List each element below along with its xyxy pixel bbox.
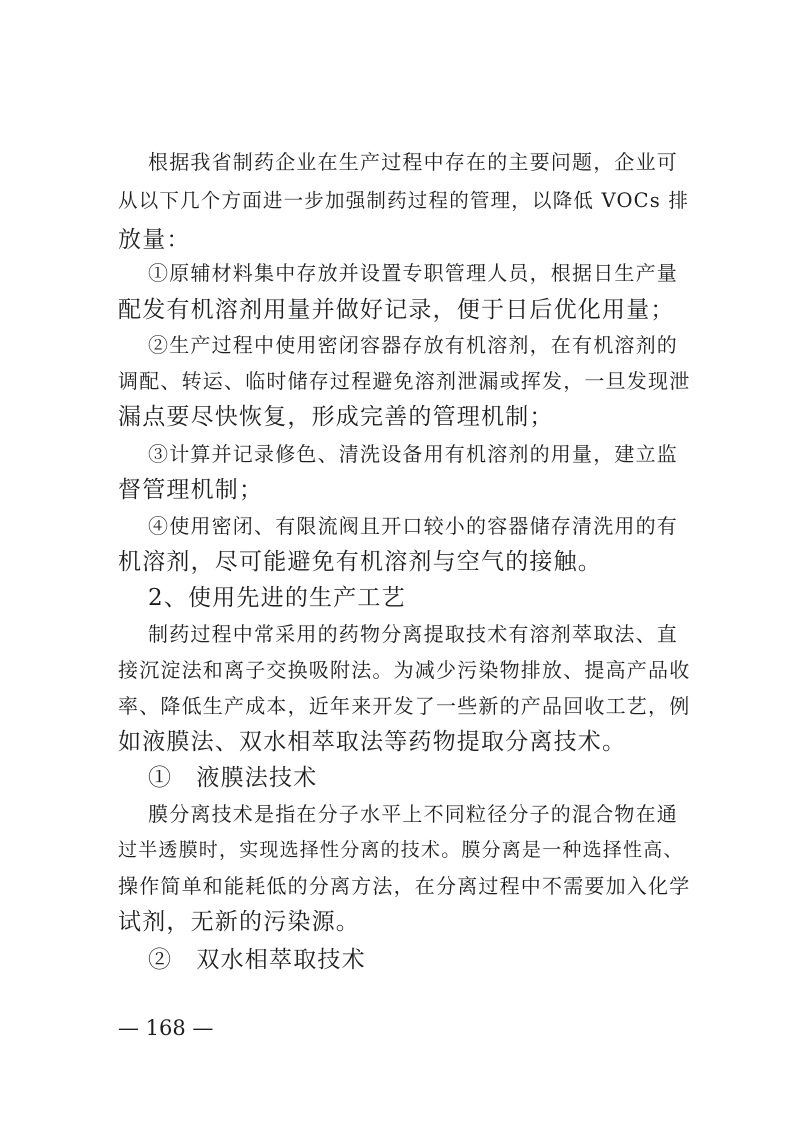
body-line: 接沉淀法和离子交换吸附法。为减少污染物排放、提高产品收: [118, 658, 691, 682]
body-line: 从以下几个方面进一步加强制药过程的管理，以降低 VOCs 排: [118, 189, 690, 212]
body-line: 过半透膜时，实现选择性分离的技术。膜分离是一种选择性高、: [118, 839, 684, 861]
subsection-heading: ② 双水相萃取技术: [148, 947, 366, 973]
list-item-line: ③计算并记录修色、清洗设备用有机溶剂的用量，建立监: [148, 442, 678, 466]
body-line: 操作简单和能耗低的分离方法，在分离过程中不需要加入化学: [118, 874, 691, 898]
list-item-line: ①原辅材料集中存放并设置专职管理人员，根据日生产量: [148, 261, 678, 285]
body-line: 试剂，无新的污染源。: [118, 909, 360, 935]
list-item-line: 漏点要尽快恢复，形成完善的管理机制；: [118, 404, 554, 430]
page-number: — 168 —: [118, 1016, 214, 1040]
list-item-line: 督管理机制；: [118, 477, 264, 503]
body-line: 制药过程中常采用的药物分离提取技术有溶剂萃取法、直: [148, 622, 678, 646]
body-line: 根据我省制药企业在生产过程中存在的主要问题，企业可: [148, 150, 678, 174]
list-item-line: 机溶剂，尽可能避免有机溶剂与空气的接触。: [118, 549, 602, 575]
list-item-line: ④使用密闭、有限流阀且开口较小的容器储存清洗用的有: [148, 514, 678, 538]
list-item-line: 调配、转运、临时储存过程避免溶剂泄漏或挥发，一旦发现泄: [118, 369, 691, 393]
section-heading: 2、使用先进的生产工艺: [148, 585, 406, 611]
list-item-line: 配发有机溶剂用量并做好记录，便于日后优化用量；: [118, 297, 675, 323]
body-line: 放量：: [118, 227, 191, 253]
body-line: 率、降低生产成本，近年来开发了一些新的产品回收工艺，例: [118, 694, 691, 718]
body-line: 膜分离技术是指在分子水平上不同粒径分子的混合物在通: [148, 802, 678, 826]
body-line: 如液膜法、双水相萃取法等药物提取分离技术。: [118, 729, 627, 755]
list-item-line: ②生产过程中使用密闭容器存放有机溶剂，在有机溶剂的: [148, 333, 678, 357]
subsection-heading: ① 液膜法技术: [148, 765, 318, 791]
